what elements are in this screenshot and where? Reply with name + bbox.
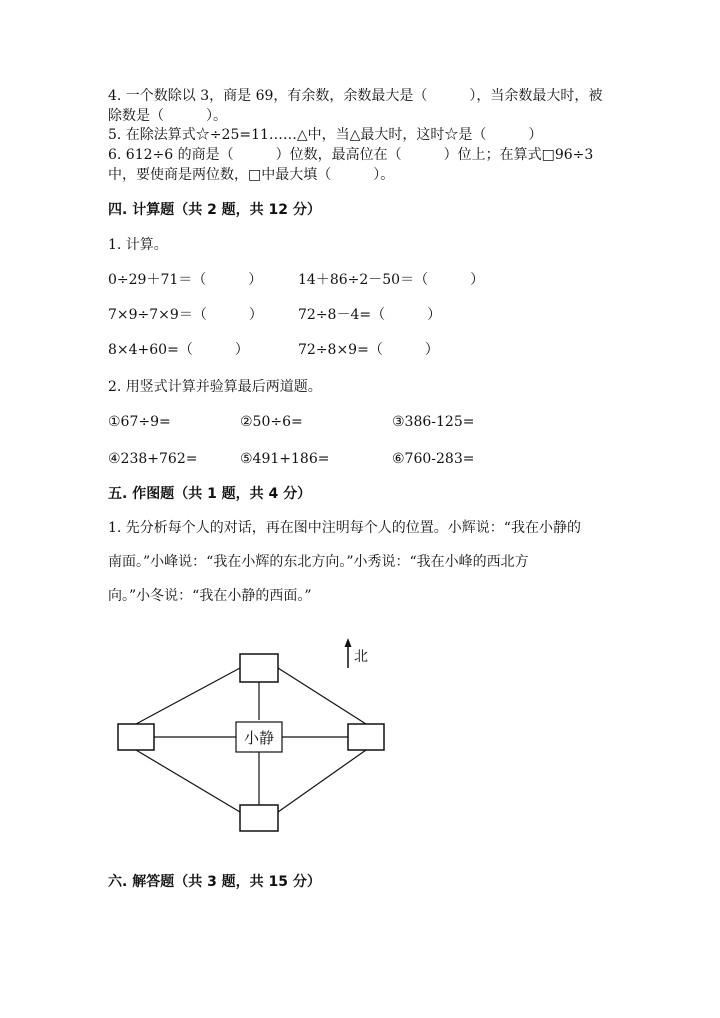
q4-line2: 除数是（ ）。 — [108, 108, 227, 124]
calc-item: 7×9÷7×9＝（ ） — [108, 307, 263, 323]
q6-line1: 6. 612÷6 的商是（ ）位数，最高位在（ ）位上；在算式□96÷3 — [108, 147, 594, 163]
q6-line2: 中，要使商是两位数，□中最大填（ ）。 — [108, 167, 395, 183]
section6-heading: 六. 解答题（共 3 题，共 15 分） — [108, 874, 321, 890]
vertical-calc-item: ⑤491+186= — [240, 451, 330, 467]
section4-q2-title: 2. 用竖式计算并验算最后两道题。 — [108, 379, 322, 395]
section4-heading: 四. 计算题（共 2 题，共 12 分） — [108, 202, 321, 218]
calc-item: 8×4+60=（ ） — [108, 342, 249, 358]
section5-q1-line2: 南面。”小峰说：“我在小辉的东北方向。”小秀说：“我在小峰的西北方 — [108, 554, 529, 570]
edge-east-south — [278, 750, 366, 812]
calc-item: 14＋86÷2－50＝（ ） — [298, 272, 485, 288]
vertical-calc-item: ②50÷6= — [240, 414, 303, 430]
edge-west-south — [136, 750, 240, 812]
edge-north-west — [136, 668, 240, 724]
edge-north-east — [278, 668, 366, 724]
north-arrow-icon — [345, 638, 352, 647]
box-east[interactable] — [348, 724, 384, 750]
calc-item: 72÷8－4=（ ） — [298, 307, 442, 323]
section5-q1-line1: 1. 先分析每个人的对话，再在图中注明每个人的位置。小辉说：“我在小静的 — [108, 520, 581, 536]
q4-line1: 4. 一个数除以 3，商是 69，有余数，余数最大是（ ），当余数最大时，被 — [108, 88, 603, 104]
calc-item: 0÷29＋71＝（ ） — [108, 272, 263, 288]
section5-q1-line3: 向。”小冬说：“我在小静的西面。” — [108, 588, 312, 604]
box-north[interactable] — [240, 654, 278, 682]
box-west[interactable] — [118, 724, 154, 750]
north-label: 北 — [354, 649, 368, 665]
box-south[interactable] — [240, 805, 278, 831]
vertical-calc-item: ①67÷9= — [108, 414, 171, 430]
vertical-calc-item: ⑥760-283= — [392, 451, 475, 467]
center-label: 小静 — [243, 729, 275, 747]
section5-heading: 五. 作图题（共 1 题，共 4 分） — [108, 486, 312, 502]
q5-text: 5. 在除法算式☆÷25=11……△中，当△最大时，这时☆是（ ） — [108, 127, 543, 143]
vertical-calc-item: ④238+762= — [108, 451, 198, 467]
calc-item: 72÷8×9=（ ） — [298, 342, 439, 358]
section4-q1-title: 1. 计算。 — [108, 237, 168, 253]
vertical-calc-item: ③386-125= — [392, 414, 475, 430]
